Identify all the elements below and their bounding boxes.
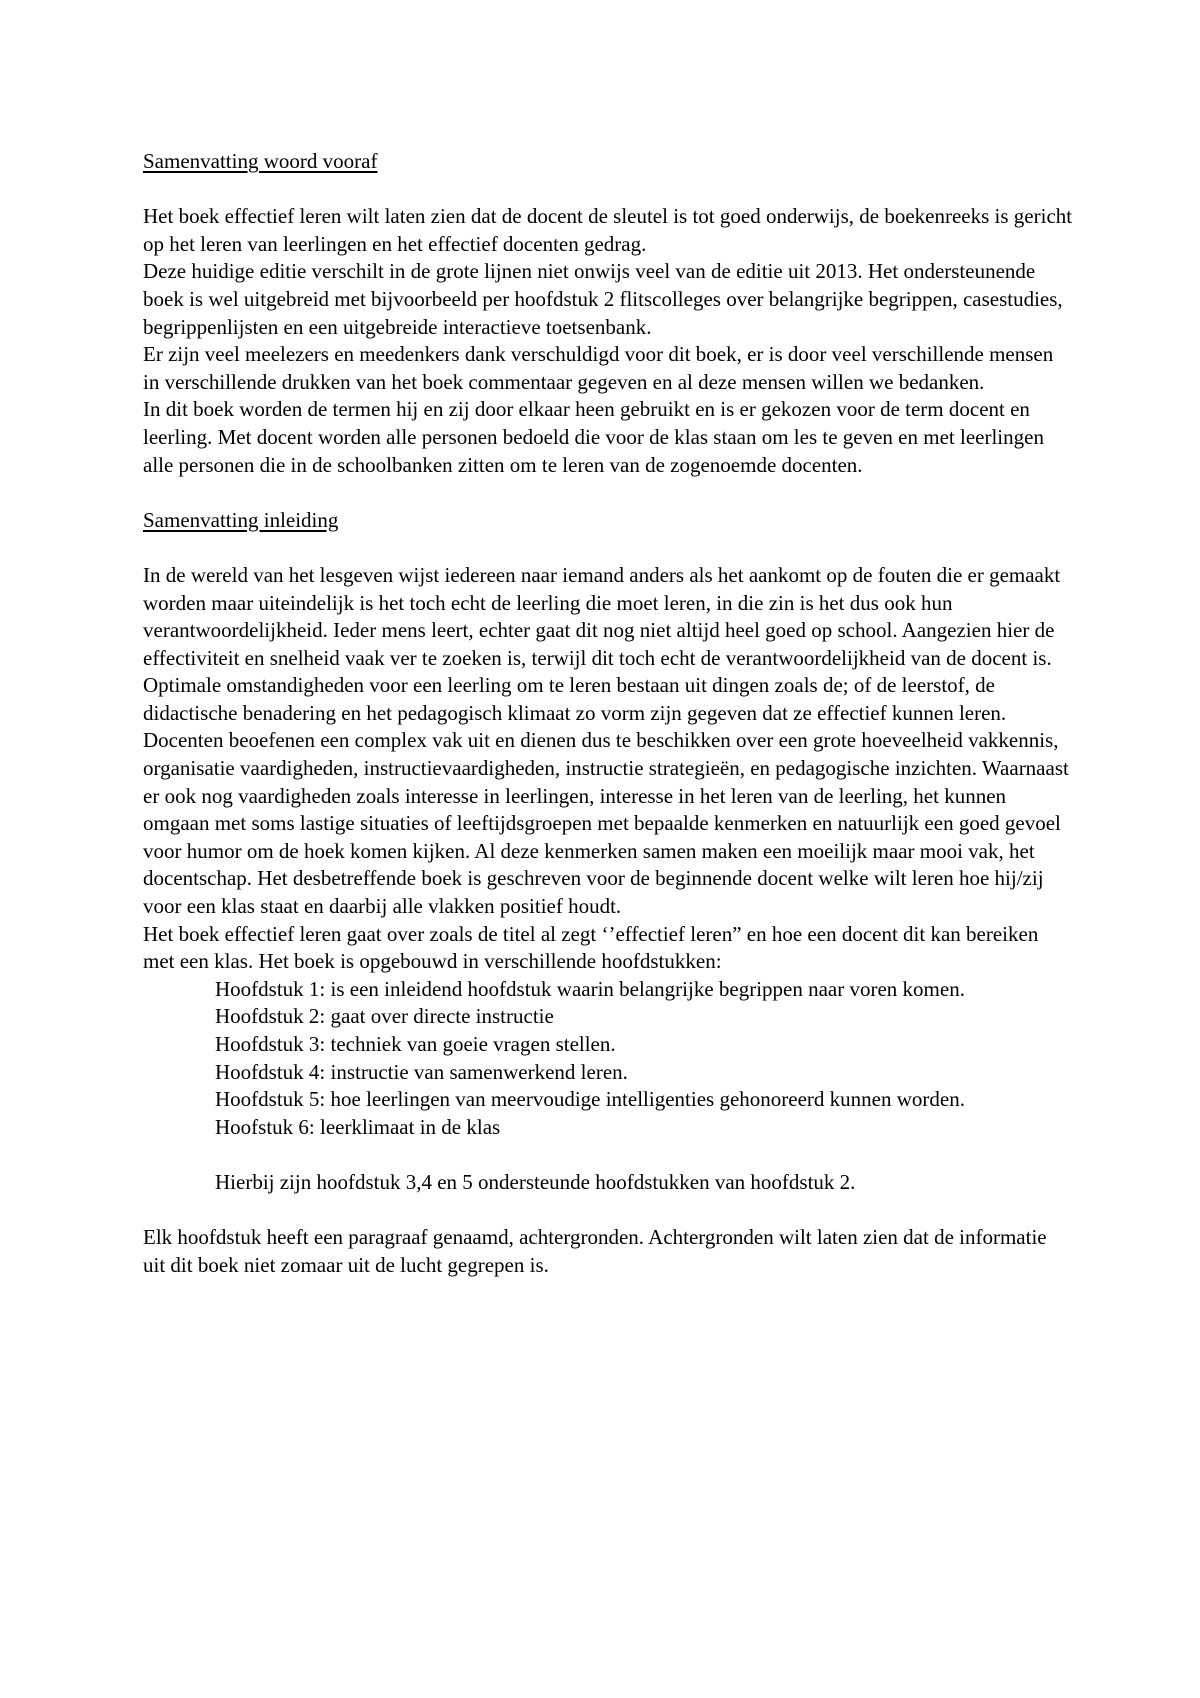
paragraph: Er zijn veel meelezers en meedenkers dank verschuldigd voor dit boek, er is door veel verschillende mensen in verschillende drukken van het boek commentaar gegeven en al deze mensen willen we bedanken. (143, 342, 1054, 394)
paragraph: In dit boek worden de termen hij en zij door elkaar heen gebruikt en is er gekozen voor de term docent en leerling. Met docent worden alle personen bedoeld die voor de klas staan om les te geven en met leerlingen alle personen die in de schoolbanken zitten om te leren van de zogenoemde docenten. (143, 397, 1044, 477)
spacer (143, 479, 1073, 507)
spacer (143, 534, 1073, 562)
paragraph: Docenten beoefenen een complex vak uit en dienen dus te beschikken over een grote hoeveelheid vakkennis, organisatie vaardigheden, instructievaardigheden, instructie strategieën, en pedagogische inzichten. Waarnaast er ook nog vaardigheden zoals interesse in leerlingen, interesse in het leren van de leerling, het kunnen omgaan met soms lastige situaties of leeftijdsgroepen met bepaalde kenmerken en natuurlijk een goed gevoel voor humor om de hoek komen kijken. Al deze kenmerken samen maken een moeilijk maar mooi vak, het docentschap. Het desbetreffende boek is geschreven voor de beginnende docent welke wilt leren hoe hij/zij voor een klas staat en daarbij alle vlakken positief houdt. (143, 728, 1069, 919)
spacer (143, 176, 1073, 204)
paragraph: Deze huidige editie verschilt in de grote lijnen niet onwijs veel van de editie uit 2013. Het ondersteunende boek is wel uitgebreid met bijvoorbeeld per hoofdstuk 2 flitscolleges over belangrijke begrippen, casestudies, begrippenlijsten en een uitgebreide interactieve toetsenbank. (143, 259, 1063, 339)
chapter-list (143, 976, 1073, 1142)
paragraph: Het boek effectief leren gaat over zoals de titel al zegt ‘’effectief leren” en hoe een docent dit kan bereiken met een klas. Het boek is opgebouwd in verschillende hoofdstukken: (143, 921, 1039, 974)
spacer (143, 1141, 1073, 1169)
chapter-item: Hoofstuk 6: leerklimaat in de klas (215, 1114, 501, 1139)
chapter-item: Hoofdstuk 4: instructie van samenwerkend leren. (215, 1059, 628, 1084)
document-page (143, 148, 1073, 1279)
chapter-item: Hoofdstuk 3: techniek van goeie vragen stellen. (215, 1032, 616, 1056)
chapter-item: Hoofdstuk 2: gaat over directe instructie (215, 1004, 554, 1029)
chapter-item: Hoofdstuk 5: hoe leerlingen van meervoudige intelligenties gehonoreerd kunnen worden. (215, 1087, 965, 1112)
chapter-item: Hoofdstuk 1: is een inleidend hoofdstuk waarin belangrijke begrippen naar voren komen. (215, 976, 965, 1001)
paragraph: Het boek effectief leren wilt laten zien dat de docent de sleutel is tot goed onderwijs, de boekenreeks is gericht op het leren van leerlingen en het effectief docenten gedrag. (143, 204, 1073, 256)
chapter-note: Hierbij zijn hoofdstuk 3,4 en 5 ondersteunde hoofdstukken van hoofdstuk 2. (215, 1169, 856, 1194)
closing-paragraph: Elk hoofdstuk heeft een paragraaf genaamd, achtergronden. Achtergronden wilt laten zien dat de informatie uit dit boek niet zomaar uit de lucht gegrepen is. (143, 1225, 1047, 1277)
spacer (143, 1197, 1073, 1225)
paragraph: In de wereld van het lesgeven wijst iedereen naar iemand anders als het aankomt op de fouten die er gemaakt worden maar uiteindelijk is het toch echt de leerling die moet leren, in die zin is het dus ook hun verantwoordelijkheid. Ieder mens leert, echter gaat dit nog niet altijd heel goed op school. Aangezien hier de effectiviteit en snelheid vaak ver te zoeken is, terwijl dit toch echt de verantwoordelijkheid van de docent is. Optimale omstandigheden voor een leerling om te leren bestaan uit dingen zoals de; of de leerstof, de didactische benadering en het pedagogisch klimaat zo vorm zijn gegeven dat ze effectief kunnen leren. (143, 562, 1061, 725)
section-heading-woord-vooraf: Samenvatting woord vooraf (143, 149, 378, 173)
section-heading-inleiding: Samenvatting inleiding (143, 507, 339, 532)
